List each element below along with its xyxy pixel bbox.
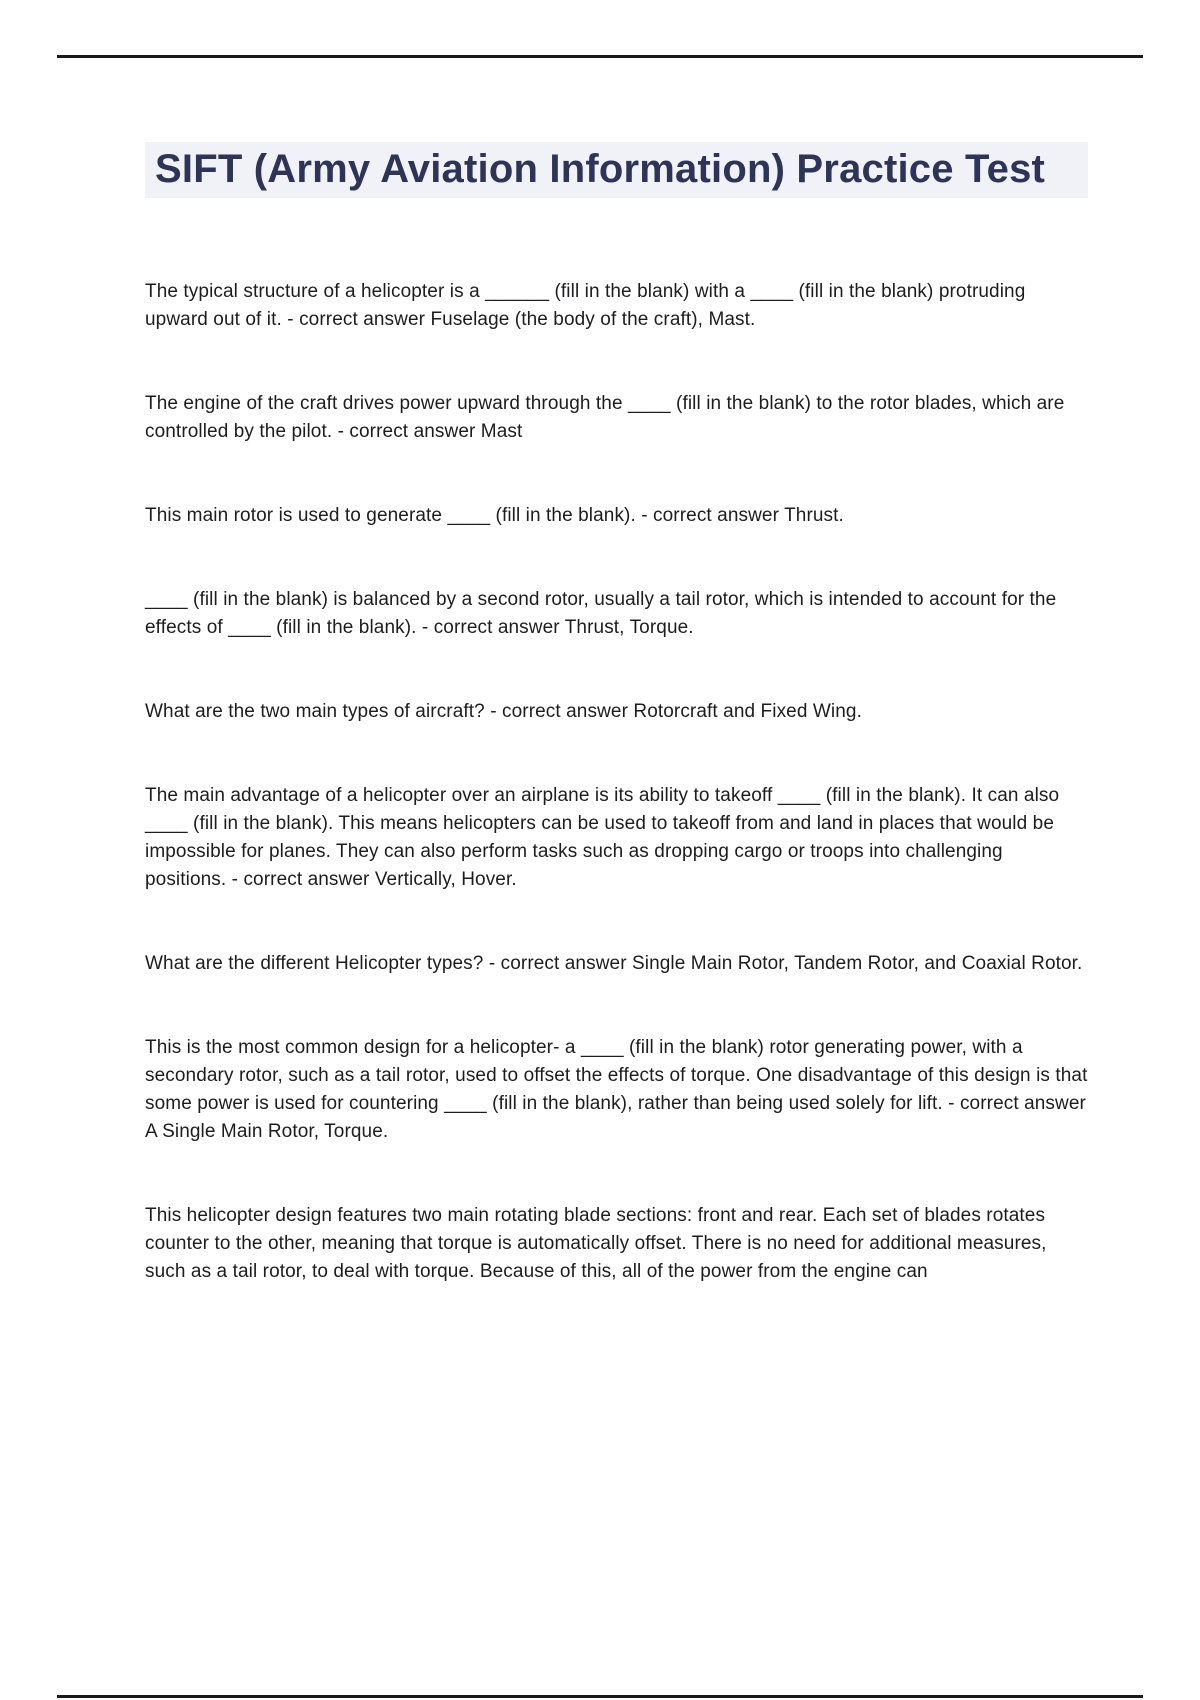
qa-paragraph: ____ (fill in the blank) is balanced by a second rotor, usually a tail rotor, which is intended to account for the effects of ____ (fill in the blank). - correct answer Thrust, Torque.	[145, 589, 1057, 638]
qa-paragraph: What are the two main types of aircraft? - correct answer Rotorcraft and Fixed Wing.	[145, 701, 862, 722]
qa-paragraph: The engine of the craft drives power upward through the ____ (fill in the blank) to the rotor blades, which are controlled by the pilot. - correct answer Mast	[145, 393, 1065, 442]
top-rule	[57, 55, 1143, 58]
page-title: SIFT (Army Aviation Information) Practice Test	[145, 142, 1088, 198]
document-content	[145, 142, 1088, 1342]
qa-paragraph: The main advantage of a helicopter over an airplane is its ability to takeoff ____ (fill in the blank). It can also ____ (fill in the blank). This means helicopters can be used to takeoff from and land in places that would be impossible for planes. They can also perform tasks such as dropping cargo or troops into challenging positions. - correct answer Vertically, Hover.	[145, 785, 1060, 890]
qa-paragraph: The typical structure of a helicopter is a ______ (fill in the blank) with a ____ (fill in the blank) protruding upward out of it. - correct answer Fuselage (the body of the craft), Mast.	[145, 281, 1026, 330]
qa-paragraph: This helicopter design features two main rotating blade sections: front and rear. Each set of blades rotates counter to the other, meaning that torque is automatically offset. There is no need for additional measures, such as a tail rotor, to deal with torque. Because of this, all of the power from the engine can	[145, 1205, 1047, 1282]
qa-paragraph: What are the different Helicopter types? - correct answer Single Main Rotor, Tandem Rotor, and Coaxial Rotor.	[145, 953, 1083, 974]
qa-paragraph-list	[145, 278, 1088, 1286]
qa-paragraph: This main rotor is used to generate ____ (fill in the blank). - correct answer Thrust.	[145, 505, 844, 526]
qa-paragraph: This is the most common design for a helicopter- a ____ (fill in the blank) rotor generating power, with a secondary rotor, such as a tail rotor, used to offset the effects of torque. One disadvantage of this design is that some power is used for countering ____ (fill in the blank), rather than being used solely for lift. - correct answer A Single Main Rotor, Torque.	[145, 1037, 1088, 1142]
bottom-rule	[57, 1695, 1143, 1698]
